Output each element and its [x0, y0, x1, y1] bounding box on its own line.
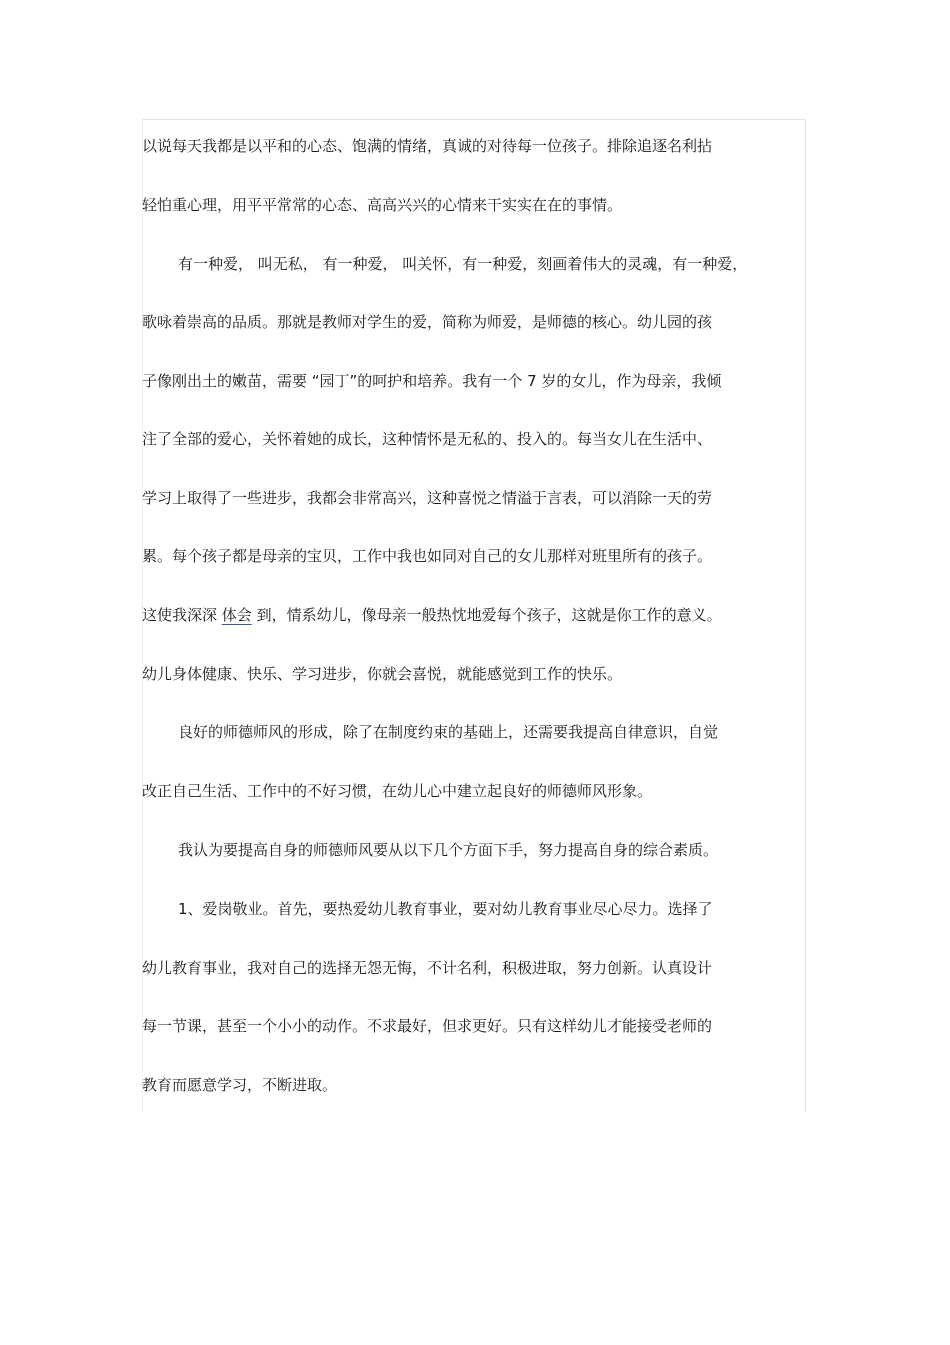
text-line-16: 每一节课，甚至一个小小的动作。不求最好，但求更好。只有这样幼儿才能接受老师的: [142, 1017, 713, 1035]
text-line-6: 注了全部的爱心，关怀着她的成长，这种情怀是无私的、投入的。每当女儿在生活中、: [142, 430, 713, 448]
linked-word[interactable]: 体会: [221, 606, 252, 624]
text-line-14: 1、爱岗敬业。首先，要热爱幼儿教育事业，要对幼儿教育事业尽心尽力。选择了: [178, 900, 713, 918]
text-line-9-before: 这使我深深: [142, 606, 222, 624]
text-line-12: 改正自己生活、工作中的不好习惯，在幼儿心中建立起良好的师德师风形象。: [142, 782, 653, 800]
text-line-9: [142, 605, 722, 625]
text-line-7: 学习上取得了一些进步，我都会非常高兴，这种喜悦之情溢于言表，可以消除一天的劳: [142, 489, 713, 507]
text-line-8: 累。每个孩子都是母亲的宝贝，工作中我也如同对自己的女儿那样对班里所有的孩子。: [142, 547, 713, 565]
text-line-1: 以说每天我都是以平和的心态、饱满的情绪，真诚的对待每一位孩子。排除追逐名利拈: [142, 137, 713, 155]
text-line-9-after: 到，情系幼儿，像母亲一般热忱地爱每个孩子，这就是你工作的意义。: [251, 606, 722, 624]
text-line-10: 幼儿身体健康、快乐、学习进步，你就会喜悦，就能感觉到工作的快乐。: [142, 665, 623, 683]
text-line-4: 歌咏着崇高的品质。那就是教师对学生的爱，简称为师爱，是师德的核心。幼儿园的孩: [142, 313, 713, 331]
text-line-13: 我认为要提高自身的师德师风要从以下几个方面下手，努力提高自身的综合素质。: [178, 841, 719, 859]
text-line-17: 教育而愿意学习，不断进取。: [142, 1076, 338, 1094]
text-line-5: 子像刚出土的嫩苗，需要 “园丁”的呵护和培养。我有一个 7 岁的女儿，作为母亲，我倾: [142, 372, 722, 390]
text-line-11: 良好的师德师风的形成，除了在制度约束的基础上，还需要我提高自律意识，自觉: [178, 723, 719, 741]
text-line-2: 轻怕重心理，用平平常常的心态、高高兴兴的心情来干实实在在的事情。: [142, 196, 623, 214]
text-line-15: 幼儿教育事业，我对自己的选择无怨无悔，不计名利，积极进取，努力创新。认真设计: [142, 959, 713, 977]
text-line-3: 有一种爱， 叫无私， 有一种爱， 叫关怀，有一种爱，刻画着伟大的灵魂，有一种爱，: [178, 255, 748, 273]
